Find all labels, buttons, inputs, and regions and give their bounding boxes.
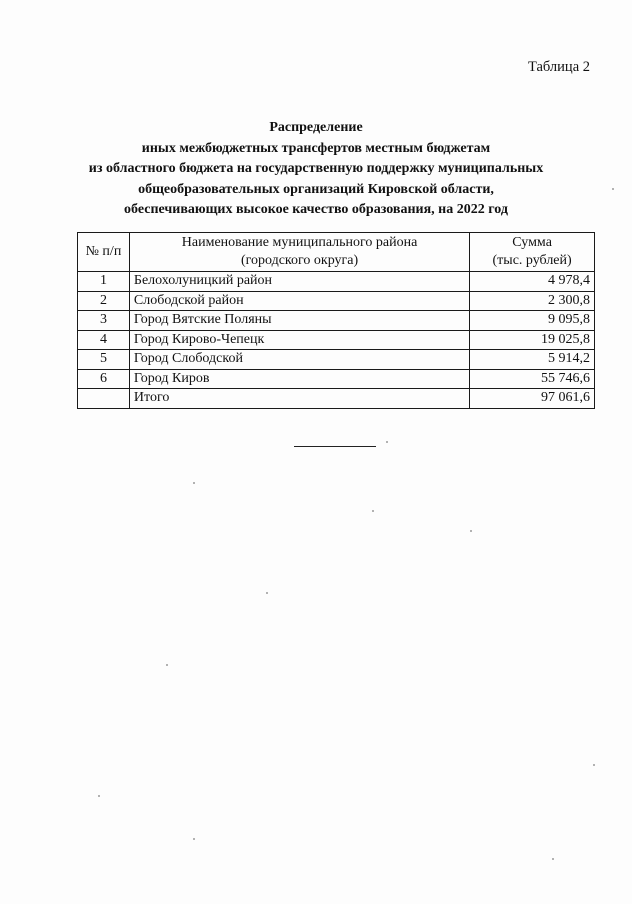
scan-speck <box>386 441 388 443</box>
header-name-line-2: (городского округа) <box>240 253 359 268</box>
header-name-line-1: Наименование муниципального района <box>181 235 418 250</box>
scan-speck <box>593 764 595 766</box>
header-sum <box>470 233 595 272</box>
title-line-4: общеобразовательных организаций Кировской области, <box>138 181 494 197</box>
title-line-5: обеспечивающих высокое качество образования, на 2022 год <box>124 202 508 217</box>
distribution-table <box>77 232 595 409</box>
row-name: Город Слободской <box>129 350 469 370</box>
row-sum: 55 746,6 <box>470 369 595 389</box>
table-row <box>78 272 595 292</box>
title-line-1: Распределение <box>269 120 363 135</box>
table-header <box>78 233 595 272</box>
row-sum: 9 095,8 <box>470 311 595 331</box>
scan-speck <box>193 838 195 840</box>
table-row <box>78 350 595 370</box>
total-number <box>78 389 130 409</box>
scan-speck <box>266 592 268 594</box>
total-sum: 97 061,6 <box>470 389 595 409</box>
scan-speck <box>193 482 195 484</box>
total-label: Итого <box>129 389 469 409</box>
row-number: 1 <box>78 272 130 292</box>
scan-speck <box>98 795 100 797</box>
end-of-table-rule <box>294 446 376 447</box>
header-row <box>78 233 595 272</box>
row-number: 5 <box>78 350 130 370</box>
title-line-3: из областного бюджета на государственную поддержку муниципальных <box>88 161 544 176</box>
document-title <box>0 118 632 221</box>
scan-speck <box>470 530 472 532</box>
row-sum: 19 025,8 <box>470 330 595 350</box>
row-sum: 5 914,2 <box>470 350 595 370</box>
table-row <box>78 369 595 389</box>
row-name: Город Киров <box>129 369 469 389</box>
header-sum-line-1: Сумма <box>512 235 552 250</box>
header-sum-line-2: (тыс. рублей) <box>492 253 572 268</box>
scan-speck <box>612 188 614 190</box>
header-number-label: № п/п <box>85 244 122 259</box>
header-number <box>78 233 130 272</box>
row-number: 6 <box>78 369 130 389</box>
row-number: 2 <box>78 291 130 311</box>
row-name: Слободской район <box>129 291 469 311</box>
table-row <box>78 330 595 350</box>
row-name: Город Кирово-Чепецк <box>129 330 469 350</box>
row-name: Город Вятские Поляны <box>129 311 469 331</box>
row-number: 3 <box>78 311 130 331</box>
title-line-2: иных межбюджетных трансфертов местным бюджетам <box>141 140 491 156</box>
row-name: Белохолуницкий район <box>129 272 469 292</box>
total-row <box>78 389 595 409</box>
header-name <box>129 233 469 272</box>
row-sum: 2 300,8 <box>470 291 595 311</box>
scan-speck <box>166 664 168 666</box>
table-label: Таблица 2 <box>527 59 590 75</box>
scan-speck <box>372 510 374 512</box>
row-number: 4 <box>78 330 130 350</box>
scan-speck <box>552 858 554 860</box>
row-sum: 4 978,4 <box>470 272 595 292</box>
table-row <box>78 291 595 311</box>
table-row <box>78 311 595 331</box>
table-body <box>78 272 595 409</box>
